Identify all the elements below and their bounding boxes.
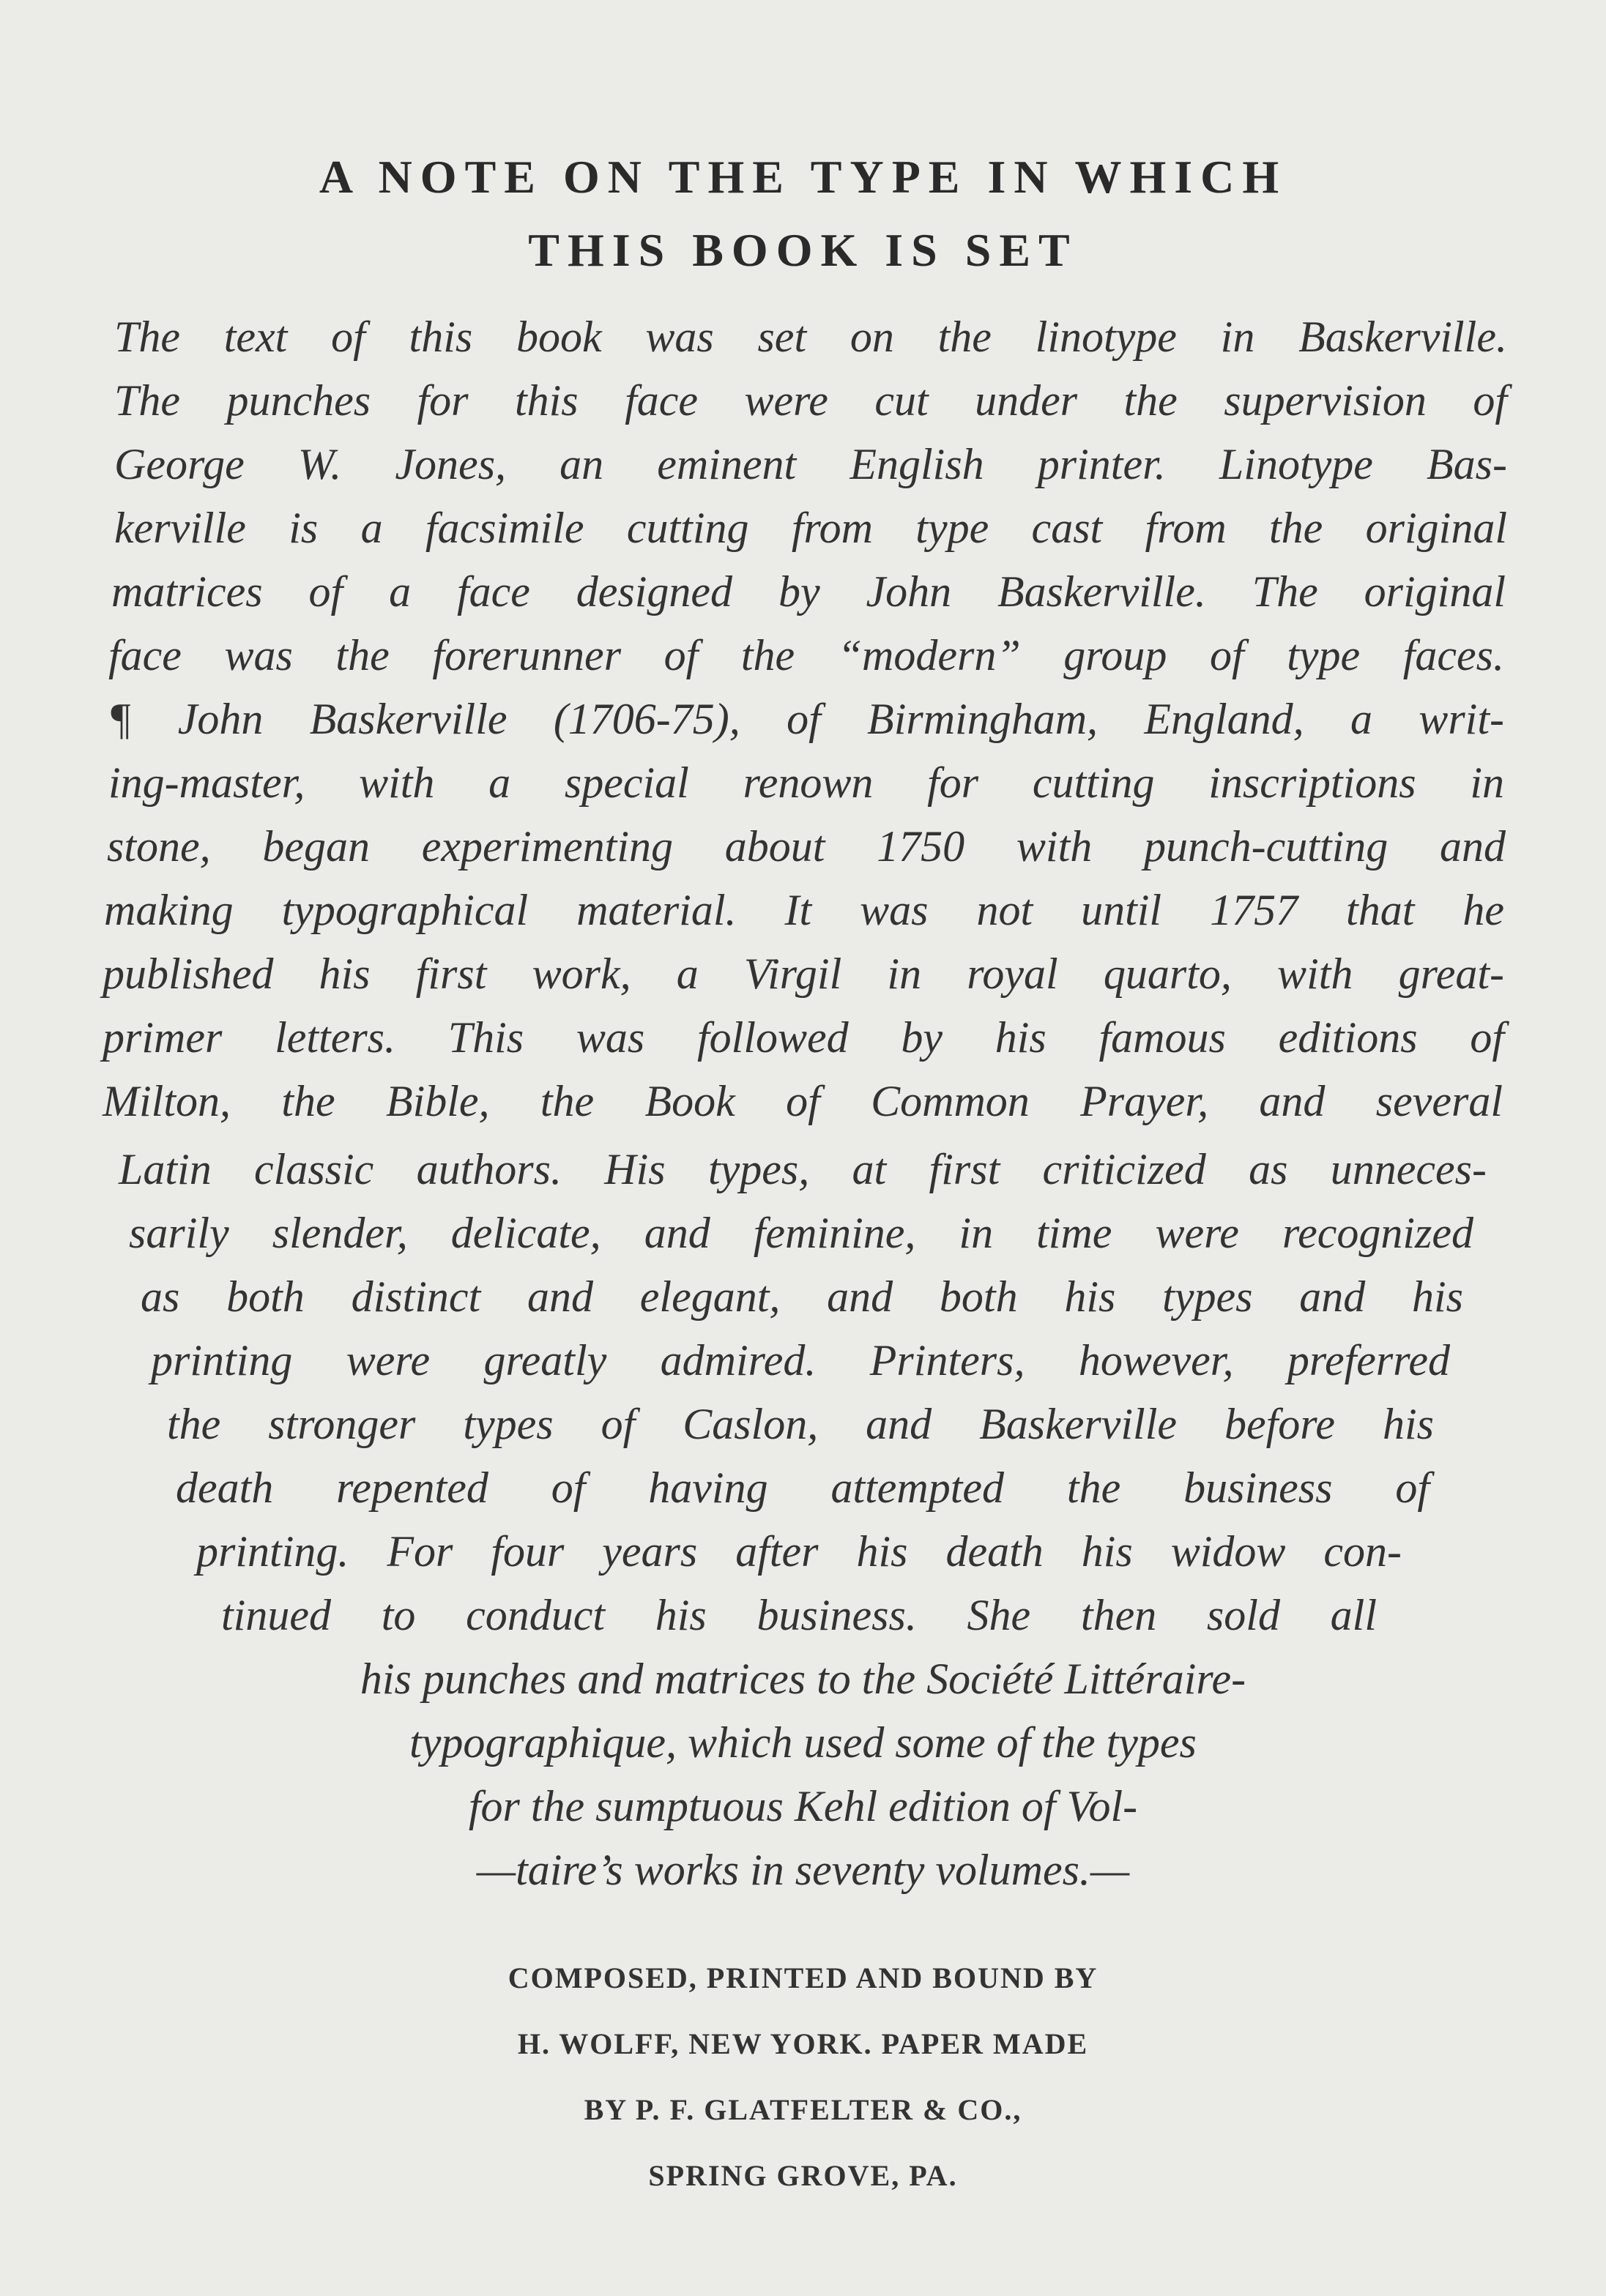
colophon-line-1: COMPOSED, PRINTED AND BOUND BY xyxy=(508,1961,1098,1994)
body-line-3: George W. Jones, an eminent English printer. Linotype Bas- xyxy=(114,440,1507,488)
body-line-21: tinued to conduct his business. She then sold all xyxy=(221,1591,1377,1639)
body-line-4: kerville is a facsimile cutting from type cast from the original xyxy=(114,504,1507,552)
body-line-20: printing. For four years after his death his widow con- xyxy=(196,1527,1402,1576)
colophon-line-4: SPRING GROVE, PA. xyxy=(648,2159,958,2192)
body-line-18: the stronger types of Caslon, and Baskerville before his xyxy=(167,1400,1434,1448)
body-line-13: Milton, the Bible, the Book of Common Prayer, and several xyxy=(103,1077,1503,1125)
body-line-25: —taire’s works in seventy volumes.— xyxy=(476,1846,1130,1894)
body-line-15: sarily slender, delicate, and feminine, in time were recognized xyxy=(129,1209,1473,1257)
body-line-16: as both distinct and elegant, and both his types and his xyxy=(141,1272,1463,1321)
body-line-19: death repented of having attempted the business of xyxy=(176,1464,1430,1512)
body-line-5: matrices of a face designed by John Baskerville. The original xyxy=(111,567,1506,616)
body-line-1: The text of this book was set on the linotype in Baskerville. xyxy=(114,313,1507,361)
colophon-line-3: BY P. F. GLATFELTER & CO., xyxy=(584,2093,1022,2126)
heading-line-2: THIS BOOK IS SET xyxy=(528,224,1078,276)
body-line-24: for the sumptuous Kehl edition of Vol- xyxy=(468,1782,1138,1830)
body-line-7: ¶ John Baskerville (1706-75), of Birmingham, England, a writ- xyxy=(108,695,1504,743)
body-line-6: face was the forerunner of the “modern” group of type faces. xyxy=(108,631,1504,679)
body-line-22: his punches and matrices to the Société Littéraire- xyxy=(360,1655,1246,1703)
body-line-9: stone, began experimenting about 1750 with punch-cutting and xyxy=(107,822,1506,871)
heading-line-1: A NOTE ON THE TYPE IN WHICH xyxy=(319,151,1287,203)
body-line-10: making typographical material. It was not until 1757 that he xyxy=(104,886,1504,934)
body-line-11: published his first work, a Virgil in royal quarto, with great- xyxy=(103,950,1504,998)
colophon-line-2: H. WOLFF, NEW YORK. PAPER MADE xyxy=(517,2027,1089,2060)
body-line-14: Latin classic authors. His types, at first criticized as unneces- xyxy=(119,1145,1487,1193)
body-line-8: ing-master, with a special renown for cutting inscriptions in xyxy=(108,758,1504,807)
body-line-23: typographique, which used some of the types xyxy=(409,1718,1197,1767)
body-line-17: printing were greatly admired. Printers, however, preferred xyxy=(151,1336,1450,1384)
body-line-12: primer letters. This was followed by his famous editions of xyxy=(103,1013,1504,1062)
body-line-2: The punches for this face were cut under the supervision of xyxy=(114,376,1507,425)
